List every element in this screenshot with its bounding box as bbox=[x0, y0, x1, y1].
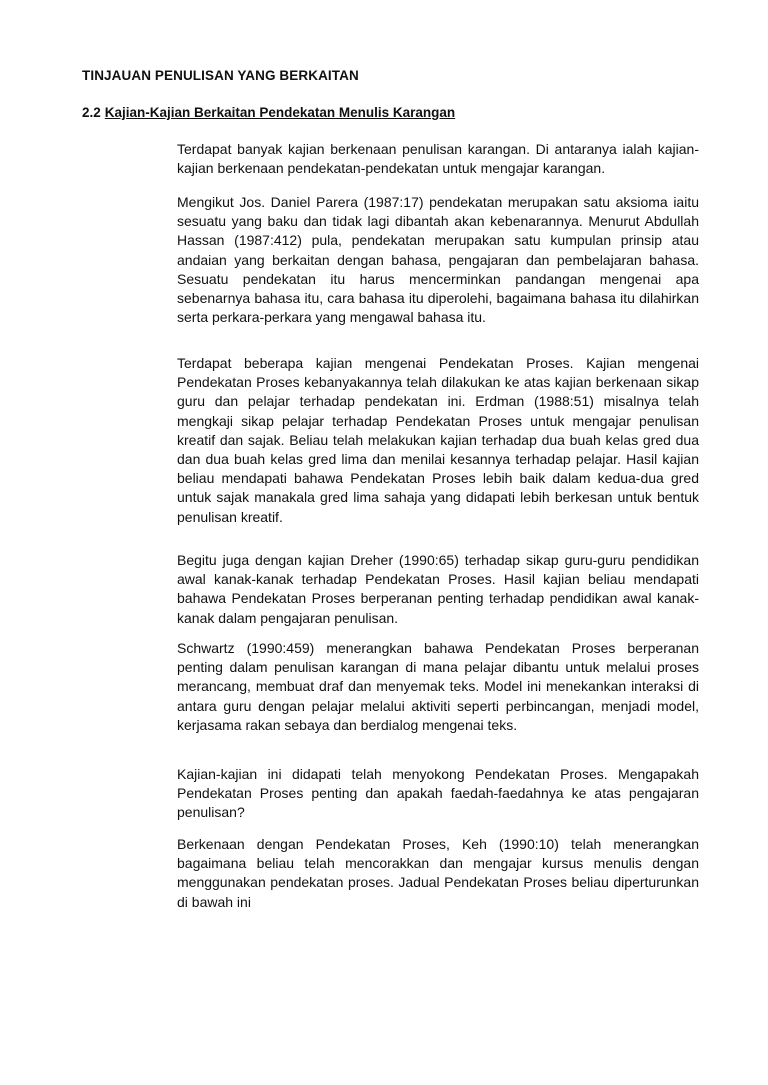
paragraph-5: Schwartz (1990:459) menerangkan bahawa Pendekatan Proses berperanan penting dalam penulisan karangan di mana pelajar dibantu untuk melalui proses merancang, membuat draf dan menyemak teks. Model ini menekankan interaksi di antara guru dengan pelajar melalui aktiviti seperti perbincangan, menjadi model, kerjasama rakan sebaya dan berdialog mengenai teks. bbox=[177, 640, 699, 733]
section-number: 2.2 bbox=[82, 105, 101, 120]
document-title: TINJAUAN PENULISAN YANG BERKAITAN bbox=[82, 68, 359, 83]
paragraph-7: Berkenaan dengan Pendekatan Proses, Keh (1990:10) telah menerangkan bagaimana beliau telah mencorakkan dan mengajar kursus menulis dengan menggunakan pendekatan proses. Jadual Pendekatan Proses beliau diperturunkan di bawah ini bbox=[177, 836, 699, 910]
section-heading bbox=[82, 105, 455, 120]
paragraph-6: Kajian-kajian ini didapati telah menyokong Pendekatan Proses. Mengapakah Pendekatan Proses penting dan apakah faedah-faedahnya ke atas pengajaran penulisan? bbox=[177, 766, 699, 821]
paragraph-3: Terdapat beberapa kajian mengenai Pendekatan Proses. Kajian mengenai Pendekatan Proses kebanyakannya telah dilakukan ke atas kajian berkenaan sikap guru dan pelajar terhadap pendekatan ini. Erdman (1988:51) misalnya telah mengkaji sikap pelajar terhadap Pendekatan Proses untuk mengajar penulisan kreatif dan sajak. Beliau telah melakukan kajian terhadap dua buah kelas gred dua dan dua buah kelas gred lima dan menilai kesannya terhadap pelajar. Hasil kajian beliau mendapati bahawa Pendekatan Proses lebih baik dalam kedua-dua gred untuk sajak manakala gred lima sahaja yang didapati lebih berkesan untuk bentuk penulisan kreatif. bbox=[177, 355, 699, 525]
paragraph-2: Mengikut Jos. Daniel Parera (1987:17) pendekatan merupakan satu aksioma iaitu sesuatu yang baku dan tidak lagi dibantah akan kebenarannya. Menurut Abdullah Hassan (1987:412) pula, pendekatan merupakan satu kumpulan prinsip atau andaian yang berkaitan dengan bahasa, pengajaran dan pembelajaran bahasa. Sesuatu pendekatan itu harus mencerminkan pandangan mengenai apa sebenarnya bahasa itu, cara bahasa itu diperolehi, bagaimana bahasa itu dilahirkan serta perkara-perkara yang mengawal bahasa itu. bbox=[177, 194, 699, 326]
paragraph-1: Terdapat banyak kajian berkenaan penulisan karangan. Di antaranya ialah kajian-kajian berkenaan pendekatan-pendekatan untuk mengajar karangan. bbox=[177, 141, 699, 177]
section-title: Kajian-Kajian Berkaitan Pendekatan Menulis Karangan bbox=[104, 105, 456, 120]
paragraph-4: Begitu juga dengan kajian Dreher (1990:65) terhadap sikap guru-guru pendidikan awal kanak-kanak terhadap Pendekatan Proses. Hasil kajian beliau mendapati bahawa Pendekatan Proses berperanan penting terhadap pendidikan awal kanak-kanak dalam pengajaran penulisan. bbox=[177, 552, 699, 626]
